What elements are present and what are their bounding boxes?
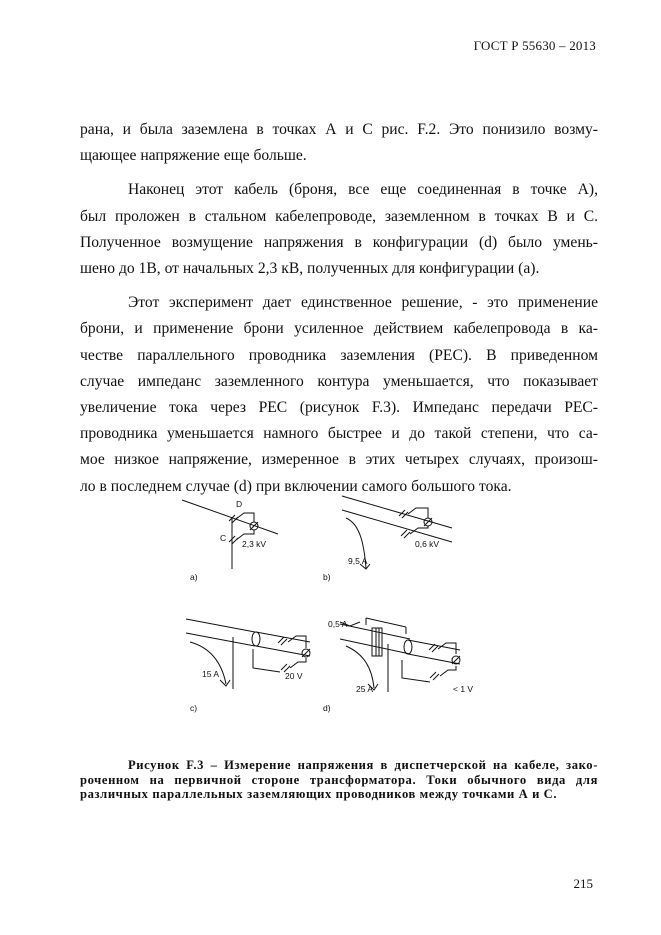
page-number: 215 bbox=[573, 876, 593, 891]
caption-line: различных параллельных заземляющих проводников между точками А и С. bbox=[80, 787, 558, 802]
text-line: брони, и применение брони усиленное действием кабелепровода в ка- bbox=[80, 320, 598, 338]
label-current-c: 15 A bbox=[202, 669, 220, 679]
label-current-top-d: 0,5 A bbox=[328, 619, 348, 629]
label-voltage-b: 0,6 kV bbox=[415, 539, 440, 549]
label-point-d: D bbox=[236, 499, 243, 509]
text-line: Наконец этот кабель (броня, все еще соединенная в точке А), bbox=[128, 181, 598, 199]
text-line: рана, и была заземлена в точках А и С рис. F.2. Это понизило возму- bbox=[80, 121, 598, 138]
label-voltage-c: 20 V bbox=[285, 671, 303, 681]
label-tag-d: d) bbox=[323, 703, 331, 713]
text-line: был проложен в стальном кабелепроводе, заземленном в точках В и С. bbox=[80, 207, 598, 225]
text-line: Этот эксперимент дает единственное решение, - это применение bbox=[128, 294, 598, 312]
document-header: ГОСТ Р 55630 – 2013 bbox=[473, 38, 596, 53]
caption-line: роченном на первичной стороне трансформатора. Токи обычного вида для bbox=[80, 772, 598, 787]
label-voltage-d: < 1 V bbox=[453, 684, 474, 694]
label-point-c: C bbox=[220, 533, 227, 543]
label-tag-b: b) bbox=[323, 572, 331, 582]
text-line: случае импеданс заземленного контура уменьшается, что показывает bbox=[80, 372, 598, 390]
body-text bbox=[80, 117, 598, 500]
label-tag-c: c) bbox=[190, 703, 198, 713]
label-current-d: 25 A bbox=[356, 684, 374, 694]
diagram-a bbox=[182, 500, 278, 569]
text-line: мое низкое напряжение, измеренное в этих четырех случаях, произош- bbox=[80, 451, 598, 469]
text-line: щающее напряжение еще больше. bbox=[80, 147, 307, 165]
text-line: проводника уменьшается намного быстрее и до такой степени, что са- bbox=[80, 425, 598, 443]
figure-f3 bbox=[160, 494, 520, 719]
text-line: шено до 1В, от начальных 2,3 кВ, полученных для конфигурации (а). bbox=[80, 260, 540, 278]
diagram-d bbox=[340, 618, 460, 692]
label-voltage-a: 2,3 kV bbox=[242, 539, 267, 549]
text-line: увеличение тока через РЕС (рисунок F.3). Импеданс передачи РЕС- bbox=[80, 399, 598, 417]
figure-caption bbox=[80, 758, 598, 802]
text-line: честве параллельного проводника заземления (РЕС). В приведенном bbox=[80, 346, 598, 364]
caption-line: Рисунок F.3 – Измерение напряжения в диспетчерской на кабеле, зако- bbox=[128, 758, 598, 772]
text-line: Полученное возмущение напряжения в конфигурации (d) было умень- bbox=[80, 233, 598, 251]
label-tag-a: a) bbox=[190, 572, 198, 582]
label-current-b: 9,5 A bbox=[348, 556, 368, 566]
text-line: ло в последнем случае (d) при включении самого большого тока. bbox=[80, 477, 512, 495]
